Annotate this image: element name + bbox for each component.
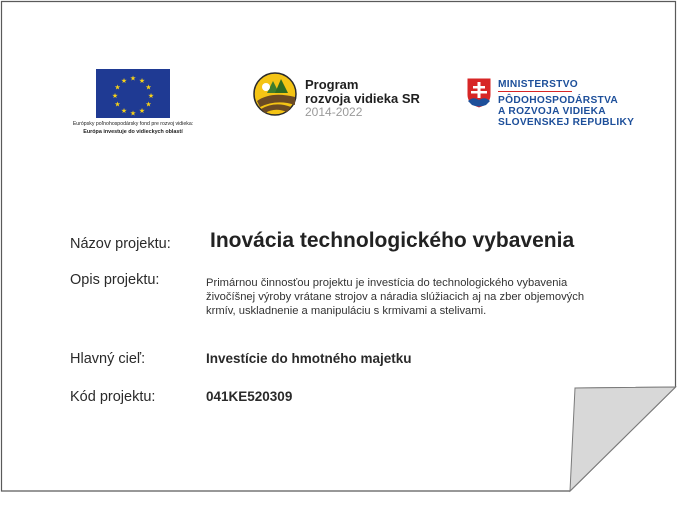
ministry-line4: SLOVENSKEJ REPUBLIKY — [498, 117, 635, 128]
svg-text:★: ★ — [129, 74, 137, 83]
project-code-label: Kód projektu: — [70, 389, 156, 405]
eu-caption-line1: Európsky poľnohospodársky fond pre rozvoj vidieka: — [72, 121, 194, 127]
svg-text:★: ★ — [138, 77, 146, 85]
main-goal-label: Hlavný cieľ: — [70, 351, 146, 367]
project-description-line: živočíšnej výroby vrátane strojov a náradia slúžiacich aj na zber objemových — [206, 291, 585, 303]
ministry-divider — [498, 91, 572, 92]
ministry-line1: MINISTERSTVO — [498, 79, 579, 90]
prv-title-line1: Program — [305, 77, 359, 92]
svg-text:★: ★ — [111, 92, 119, 100]
slovak-coat-of-arms-icon — [466, 77, 492, 109]
svg-text:★: ★ — [114, 83, 121, 92]
prv-logo-icon — [251, 71, 301, 117]
project-name-label: Názov projektu: — [70, 236, 171, 252]
main-goal-value: Investície do hmotného majetku — [206, 351, 412, 366]
page-curl-shadow — [570, 387, 676, 491]
project-description-line: Primárnou činnosťou projektu je investícia do technologického vybavenia — [206, 277, 568, 289]
svg-text:★: ★ — [114, 100, 121, 109]
eu-caption-line2: Európa investuje do vidieckych oblastí — [83, 129, 183, 135]
svg-text:★: ★ — [120, 77, 128, 85]
prv-title-line2: rozvoja vidieka SR — [305, 91, 420, 106]
ministry-line2: PÔDOHOSPODÁRSTVA — [498, 95, 619, 106]
project-code-value: 041KE520309 — [206, 389, 293, 404]
project-name-value: Inovácia technologického vybavenia — [210, 229, 575, 252]
eu-flag-icon — [96, 69, 170, 118]
svg-text:★: ★ — [138, 107, 146, 115]
svg-text:★: ★ — [147, 92, 155, 100]
prv-years: 2014-2022 — [305, 105, 363, 119]
svg-text:★: ★ — [145, 83, 152, 92]
svg-text:★: ★ — [129, 109, 137, 118]
project-description-line: krmív, uskladnenie a manipuláciu s krmivami a stelivami. — [206, 305, 487, 317]
svg-text:★: ★ — [145, 100, 152, 109]
svg-text:★: ★ — [120, 107, 128, 115]
project-description-label: Opis projektu: — [70, 272, 160, 288]
ministry-line3: A ROZVOJA VIDIEKA — [498, 106, 606, 117]
